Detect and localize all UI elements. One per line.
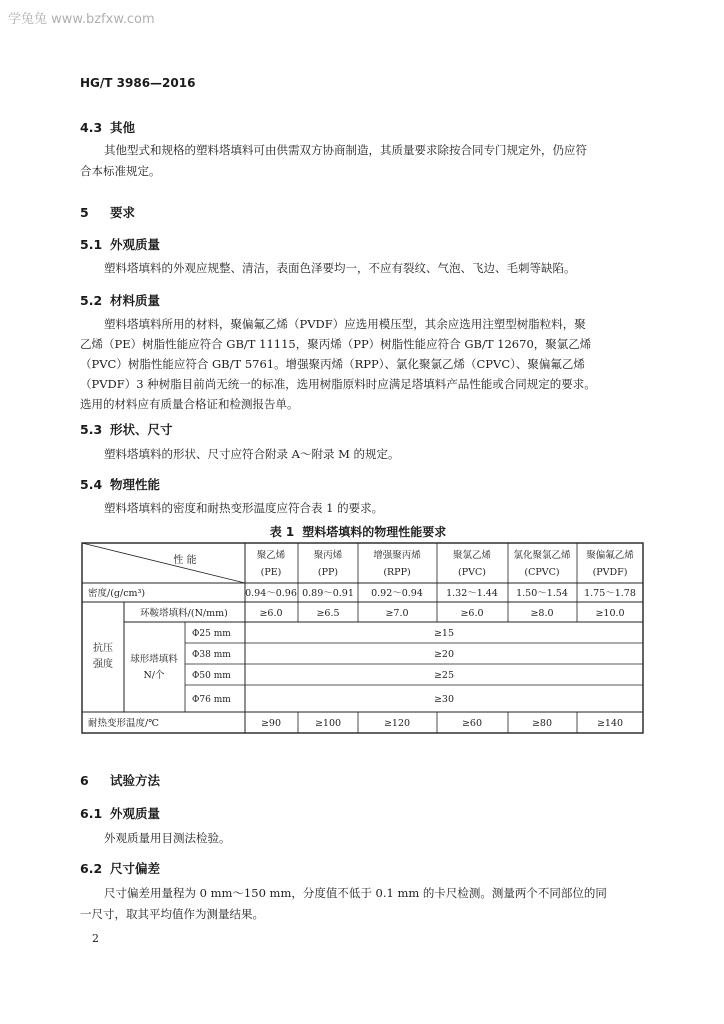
heat-value: ≥120 bbox=[383, 718, 411, 729]
ball-size: Φ50 mm bbox=[192, 671, 231, 681]
ring-saddle-label: 环鞍塔填料/(N/mm) bbox=[140, 608, 228, 619]
density-value: 1.32～1.44 bbox=[446, 588, 498, 599]
section-5-1-heading: 5.1 外观质量 bbox=[80, 237, 161, 252]
section-6-heading: 6 试验方法 bbox=[80, 773, 161, 788]
watermark: 学兔兔 www.bzfxw.com bbox=[8, 12, 155, 27]
corner-diagonal bbox=[82, 543, 245, 583]
ball-size: Φ25 mm bbox=[192, 629, 231, 639]
heat-value: ≥60 bbox=[461, 718, 483, 729]
section-5-2-line-3: （PVC）树脂性能应符合 GB/T 5761。增强聚丙烯（RPP）、氯化聚氯乙烯（CPVC）、聚偏氟乙烯 bbox=[80, 357, 585, 371]
density-value: 1.75～1.78 bbox=[584, 588, 636, 599]
ball-value: ≥25 bbox=[433, 670, 455, 681]
ring-value: ≥7.0 bbox=[385, 608, 409, 619]
heat-value: ≥140 bbox=[596, 718, 624, 729]
material-abbr: (RPP) bbox=[383, 567, 411, 578]
material-name: 聚乙烯 bbox=[256, 550, 286, 561]
strength-group-label: 强度 bbox=[93, 659, 113, 670]
heat-value: ≥100 bbox=[314, 718, 342, 729]
section-6-1-heading: 6.1 外观质量 bbox=[80, 806, 161, 821]
ball-label: N/个 bbox=[143, 670, 165, 681]
density-value: 0.89～0.91 bbox=[302, 588, 354, 599]
material-abbr: (PE) bbox=[260, 567, 282, 578]
section-5-2-line-1: 塑料塔填料所用的材料，聚偏氟乙烯（PVDF）应选用模压型，其余应选用注塑型树脂粒料，聚 bbox=[104, 317, 586, 331]
heat-value: ≥80 bbox=[531, 718, 553, 729]
material-abbr: (PVDF) bbox=[592, 567, 628, 578]
page-number: 2 bbox=[92, 932, 99, 945]
ball-label: 球形塔填料 bbox=[130, 654, 178, 665]
ring-value: ≥8.0 bbox=[530, 608, 554, 619]
section-5-3-line-1: 塑料塔填料的形状、尺寸应符合附录 A～附录 M 的规定。 bbox=[104, 447, 400, 461]
strength-group-label: 抗压 bbox=[93, 643, 113, 654]
section-4-3-line-1: 其他型式和规格的塑料塔填料可由供需双方协商制造，其质量要求除按合同专门规定外，仍应符 bbox=[104, 143, 587, 157]
ring-value: ≥6.5 bbox=[316, 608, 340, 619]
ring-value: ≥6.0 bbox=[259, 608, 283, 619]
section-4-3-line-2: 合本标准规定。 bbox=[80, 164, 161, 178]
material-name: 氯化聚氯乙烯 bbox=[513, 550, 571, 561]
ball-value: ≥30 bbox=[433, 694, 455, 705]
heat-value: ≥90 bbox=[260, 718, 282, 729]
density-value: 0.94～0.96 bbox=[245, 588, 297, 599]
ring-value: ≥6.0 bbox=[460, 608, 484, 619]
material-abbr: (PP) bbox=[317, 567, 339, 578]
section-5-3-heading: 5.3 形状、尺寸 bbox=[80, 422, 173, 437]
section-6-2-heading: 6.2 尺寸偏差 bbox=[80, 861, 161, 876]
section-6-2-line-2: 一尺寸，取其平均值作为测量结果。 bbox=[80, 907, 264, 921]
table-caption: 表 1 塑料塔填料的物理性能要求 bbox=[269, 525, 447, 539]
material-name: 增强聚丙烯 bbox=[373, 550, 421, 561]
section-5-2-line-5: 选用的材料应有质量合格证和检测报告单。 bbox=[80, 397, 299, 411]
density-label: 密度/(g/cm³) bbox=[88, 588, 146, 599]
section-4-3-heading: 4.3 其他 bbox=[80, 120, 136, 135]
section-6-1-line-1: 外观质量用目测法检验。 bbox=[104, 831, 231, 845]
section-6-2-line-1: 尺寸偏差用量程为 0 mm～150 mm，分度值不低于 0.1 mm 的卡尺检测。测量两个不同部位的同 bbox=[104, 886, 607, 900]
section-5-1-line-1: 塑料塔填料的外观应规整、清洁，表面色泽要均一，不应有裂纹、气泡、飞边、毛刺等缺陷。 bbox=[104, 261, 576, 275]
section-5-heading: 5 要求 bbox=[80, 205, 136, 220]
ball-size: Φ76 mm bbox=[192, 695, 231, 705]
material-name: 聚偏氟乙烯 bbox=[586, 550, 634, 561]
ball-value: ≥15 bbox=[433, 628, 455, 639]
section-5-2-line-2: 乙烯（PE）树脂性能应符合 GB/T 11115，聚丙烯（PP）树脂性能应符合 GB/T 12670，聚氯乙烯 bbox=[80, 337, 592, 351]
ring-value: ≥10.0 bbox=[595, 608, 625, 619]
material-abbr: (PVC) bbox=[458, 567, 486, 578]
section-5-4-heading: 5.4 物理性能 bbox=[80, 477, 161, 492]
section-5-2-line-4: （PVDF）3 种树脂目前尚无统一的标准，选用树脂原料时应满足塔填料产品性能或合同规定的要求。 bbox=[80, 377, 596, 391]
standard-number-header: HG/T 3986—2016 bbox=[80, 76, 196, 90]
corner-label: 性 能 bbox=[173, 555, 197, 566]
ball-value: ≥20 bbox=[433, 649, 455, 660]
material-name: 聚氯乙烯 bbox=[452, 550, 492, 561]
heat-deflection-label: 耐热变形温度/℃ bbox=[88, 718, 159, 729]
density-value: 0.92～0.94 bbox=[371, 588, 423, 599]
ball-size: Φ38 mm bbox=[192, 650, 231, 660]
material-abbr: (CPVC) bbox=[524, 567, 560, 578]
material-name: 聚丙烯 bbox=[313, 550, 343, 561]
section-5-4-line-1: 塑料塔填料的密度和耐热变形温度应符合表 1 的要求。 bbox=[104, 501, 384, 515]
density-value: 1.50～1.54 bbox=[516, 588, 568, 599]
section-5-2-heading: 5.2 材料质量 bbox=[80, 293, 161, 308]
